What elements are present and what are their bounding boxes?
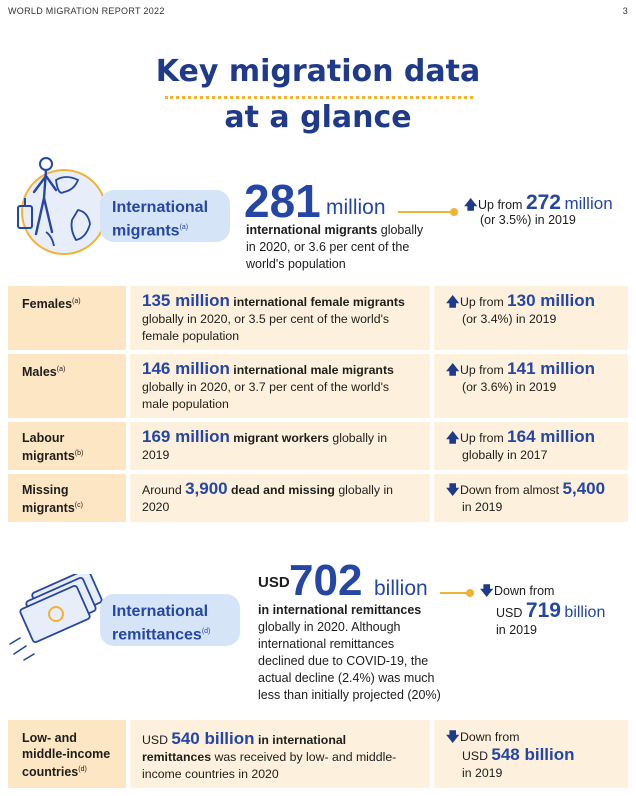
row-compare-pre: USD <box>462 749 492 763</box>
migrants-label-line1: International <box>112 199 209 216</box>
row-line3: income countries in 2020 <box>142 767 279 781</box>
row-pre: USD <box>142 733 172 747</box>
row-label: Labour <box>22 431 65 445</box>
remittances-big-number: 702 <box>289 556 363 605</box>
row-label: Missing <box>22 483 69 497</box>
row-compare-line2: in 2019 <box>462 500 503 514</box>
remittances-desc-line: less than initially projected (20%) <box>258 688 441 702</box>
remittances-desc-line: international remittances <box>258 637 395 651</box>
remittances-desc-line: actual decline (2.4%) was much <box>258 671 435 685</box>
migrants-connector <box>398 211 454 213</box>
row-line2: 2020 <box>142 500 170 514</box>
remittances-down-number: 719 <box>525 599 561 622</box>
remittances-currency: USD <box>258 574 290 591</box>
row-compare: 164 million <box>507 427 596 446</box>
remittances-down-currency: USD <box>496 606 523 620</box>
migrants-desc-bold: international migrants <box>246 223 378 237</box>
row-bold: in international <box>254 733 347 747</box>
table-row-missing <box>8 474 628 522</box>
row-dir: Up from <box>460 431 504 445</box>
row-number: 540 billion <box>171 729 255 748</box>
remittances-desc-line: declined due to COVID-19, the <box>258 654 429 668</box>
row-bold: dead and missing <box>227 483 335 497</box>
remittances-desc <box>258 602 458 704</box>
report-title: WORLD MIGRATION REPORT 2022 <box>8 6 165 16</box>
remittances-down-unit: billion <box>564 604 606 621</box>
migrants-up-prefix: Up from <box>478 198 523 212</box>
table-row-males <box>8 354 628 418</box>
arrow-up-icon: 🡅 <box>446 362 460 377</box>
remittances-unit: billion <box>374 577 428 600</box>
row-dir: Up from <box>460 363 504 377</box>
page-title-line2: at a glance <box>224 100 412 135</box>
row-line2: 2019 <box>142 448 170 462</box>
migrants-label-line2: migrants <box>112 222 180 240</box>
migrants-up-number: 272 <box>525 191 561 214</box>
arrow-up-icon: 🡅 <box>446 430 460 445</box>
remittances-down-label: Down from <box>494 584 555 598</box>
remittances-desc-line: globally in 2020. Although <box>258 620 401 634</box>
remittances-label-pill <box>100 594 240 646</box>
remittances-label-line2: remittances <box>112 626 202 644</box>
row-note: (d) <box>78 766 87 773</box>
row-rest: globally in <box>328 431 388 445</box>
arrow-down-icon: 🡇 <box>446 729 460 744</box>
migrants-unit: million <box>326 196 386 219</box>
remittances-connector <box>440 592 470 594</box>
remittances-down-year: in 2019 <box>496 623 538 637</box>
row-compare: 141 million <box>507 359 596 378</box>
arrow-up-icon: 🡅 <box>464 197 478 212</box>
row-pre: Around <box>142 483 186 497</box>
row-number: 3,900 <box>185 479 228 498</box>
row-label: Males <box>22 365 57 380</box>
row-bold: migrant workers <box>229 431 329 445</box>
row-dir: Up from <box>460 295 504 309</box>
row-bold: international male migrants <box>229 363 394 377</box>
arrow-down-icon: 🡇 <box>446 482 460 497</box>
row-note: (c) <box>74 502 83 509</box>
row-line2: globally in 2020, or 3.7 per cent of the world's <box>142 380 390 394</box>
migrants-desc-rest: globally <box>377 223 424 237</box>
row-line3: male population <box>142 397 229 411</box>
remittances-label-note: (d) <box>201 628 211 635</box>
migrants-up-line2: (or 3.5%) in 2019 <box>480 213 576 227</box>
row-compare-line2: (or 3.4%) in 2019 <box>462 312 557 326</box>
row-compare-line2: globally in 2017 <box>462 448 548 462</box>
page-title-line1: Key migration data <box>155 54 481 89</box>
remittances-compare <box>480 582 630 639</box>
row-label2: middle-income <box>22 747 111 761</box>
arrow-down-icon: 🡇 <box>480 583 494 598</box>
migrants-up-unit: million <box>564 194 613 213</box>
row-note: (a) <box>72 298 81 305</box>
arrow-up-icon: 🡅 <box>446 294 460 309</box>
row-label2: migrants <box>22 501 75 516</box>
table-row-lmic <box>8 720 628 788</box>
migrants-label-note: (a) <box>179 224 189 231</box>
row-bold2: remittances <box>142 750 212 764</box>
migrants-desc-line2: in 2020, or 3.6 per cent of the <box>246 240 410 254</box>
row-dir: Down from almost <box>460 483 560 497</box>
migrants-desc-line3: world's population <box>246 257 346 271</box>
row-number: 135 million <box>142 291 230 310</box>
row-label3: countries <box>22 765 79 780</box>
migrants-desc <box>246 222 446 273</box>
table-row-females <box>8 286 628 350</box>
traveler-globe-icon <box>6 150 110 260</box>
row-label: Low- and <box>22 731 77 745</box>
migrants-compare <box>464 191 634 229</box>
migrants-big-number: 281 <box>244 175 321 227</box>
table-row-labour <box>8 422 628 470</box>
row-rest: globally in <box>334 483 394 497</box>
row-line2: globally in 2020, or 3.5 per cent of the world's <box>142 312 390 326</box>
row-bold: international female migrants <box>229 295 405 309</box>
money-bills-icon <box>6 574 110 664</box>
row-number: 146 million <box>142 359 230 378</box>
row-dir: Down from <box>460 730 520 744</box>
migrants-label-pill <box>100 190 230 242</box>
remittances-label-line1: International <box>112 603 209 620</box>
row-compare-line2: in 2019 <box>462 766 503 780</box>
row-rest: was received by low- and middle- <box>211 750 397 764</box>
row-line3: female population <box>142 329 240 343</box>
row-compare: 5,400 <box>562 479 606 498</box>
row-note: (b) <box>74 450 84 457</box>
row-label: Females <box>22 297 73 312</box>
row-number: 169 million <box>142 427 230 446</box>
row-compare: 548 billion <box>491 745 575 764</box>
row-note: (a) <box>56 366 66 373</box>
row-compare: 130 million <box>507 291 596 310</box>
page-number: 3 <box>622 6 628 16</box>
remittances-desc-bold: in international remittances <box>258 603 422 617</box>
row-label2: migrants <box>22 449 75 464</box>
row-compare-line2: (or 3.6%) in 2019 <box>462 380 557 394</box>
